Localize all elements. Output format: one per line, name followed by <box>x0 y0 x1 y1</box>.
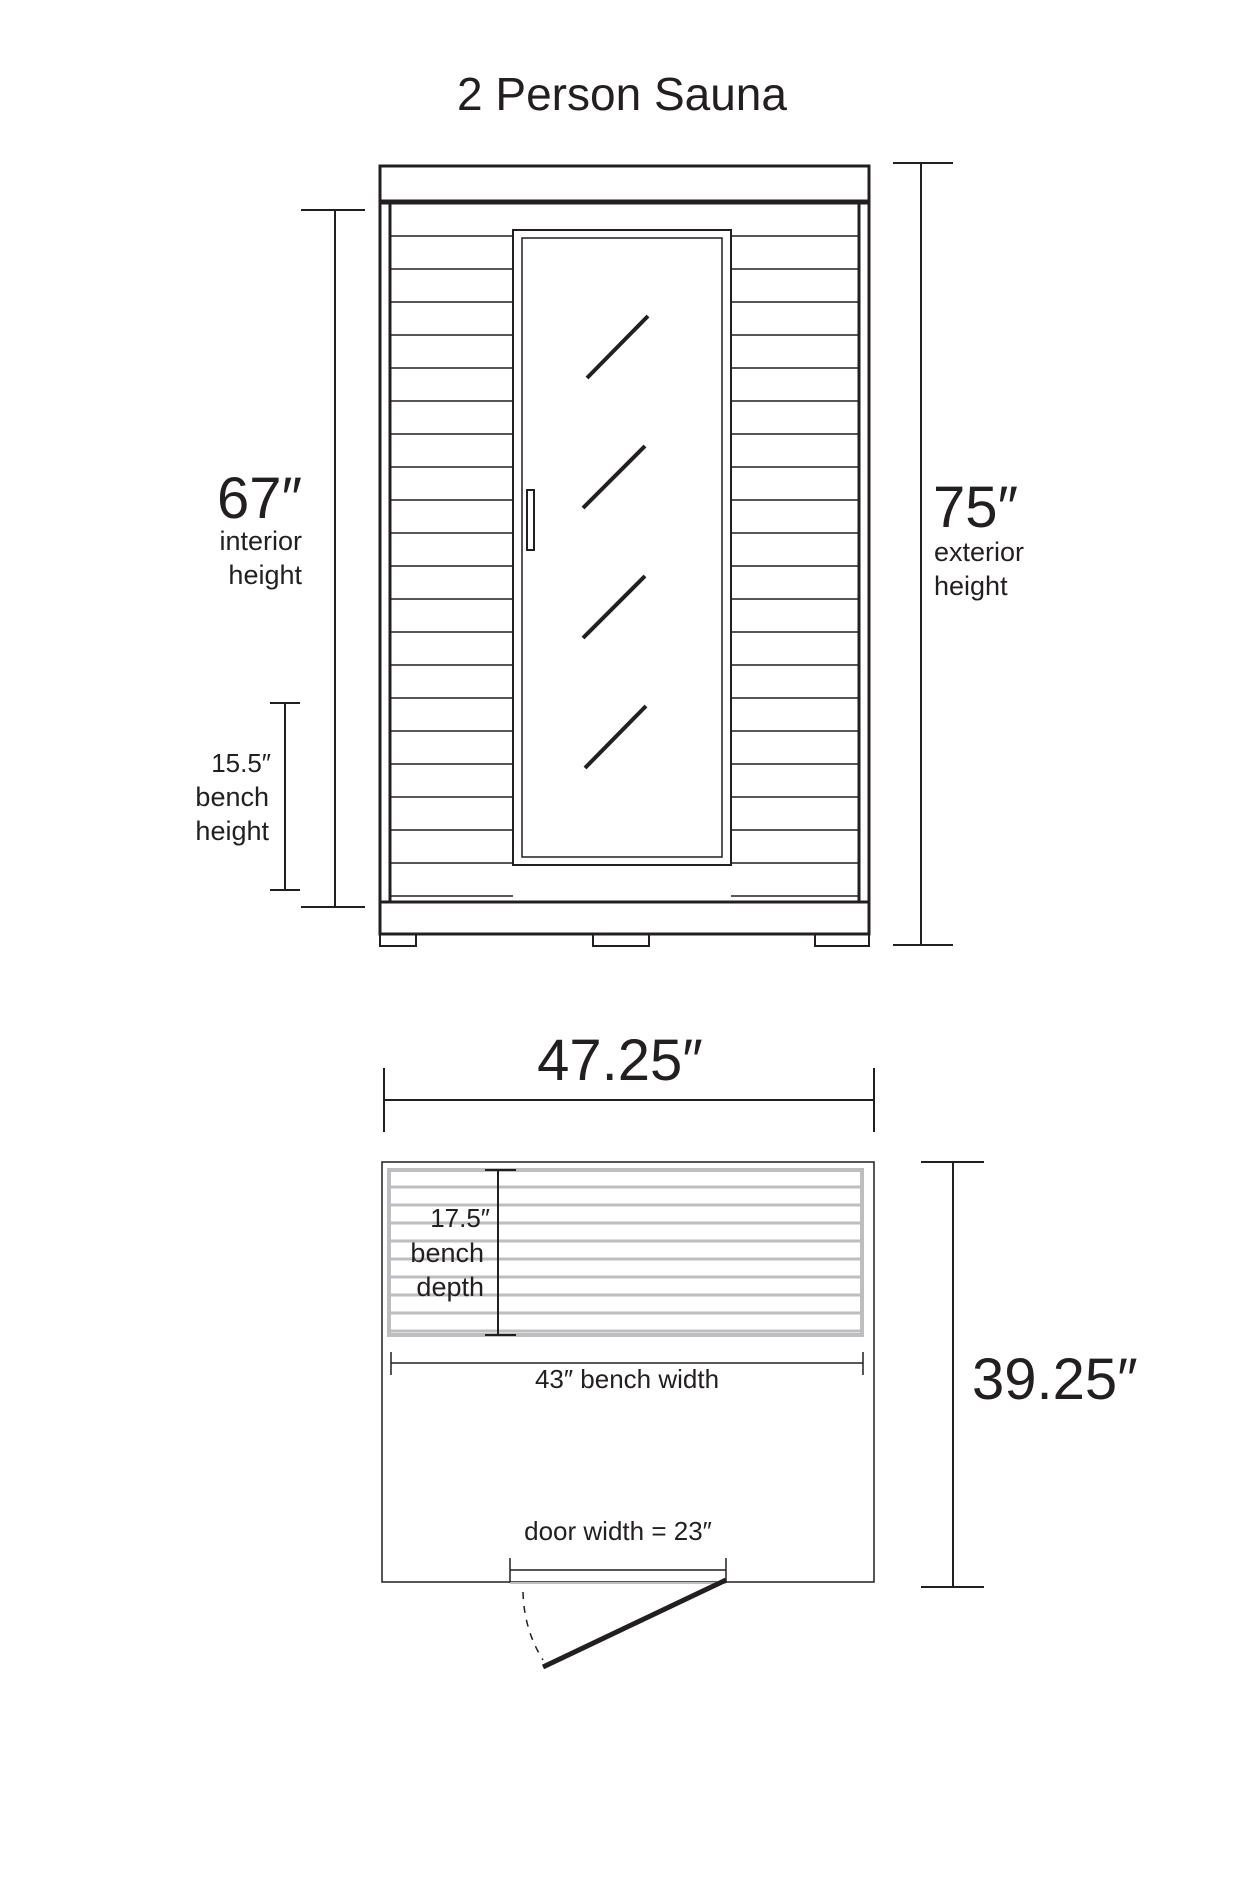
bench-width-label: 43″ bench width <box>534 1364 720 1394</box>
bench-height-label-line2: height <box>195 816 269 846</box>
sauna-foot-right <box>815 934 869 946</box>
bench-depth-dimension-line <box>485 1170 516 1335</box>
sauna-foot-center <box>593 934 649 946</box>
exterior-height-label-line1: exterior <box>934 537 1025 567</box>
bench-height-label-line1: bench <box>195 782 269 812</box>
interior-height-dimension-line <box>301 210 365 907</box>
right-side-post <box>859 203 869 902</box>
left-side-post <box>380 203 390 902</box>
sauna-top-cap <box>380 166 869 201</box>
interior-height-label-line2: height <box>228 560 302 590</box>
exterior-depth-value: 39.25″ <box>972 1347 1138 1412</box>
bench-depth-label-line1: bench <box>410 1238 484 1268</box>
door-width-dimension-line <box>510 1558 726 1583</box>
bench-depth-label-line2: depth <box>416 1272 484 1302</box>
door-panel-open <box>543 1580 726 1667</box>
exterior-height-label-line2: height <box>934 571 1008 601</box>
door-width-label: door width = 23″ <box>524 1516 712 1546</box>
bench-depth-value: 17.5″ <box>430 1203 490 1233</box>
diagram-title: 2 Person Sauna <box>457 68 787 120</box>
exterior-height-value: 75″ <box>933 475 1019 540</box>
door-swing-arc <box>523 1592 543 1660</box>
sauna-foot-left <box>380 934 416 946</box>
exterior-width-value: 47.25″ <box>537 1028 703 1093</box>
door-glass <box>522 238 722 857</box>
interior-height-label-line1: interior <box>219 526 302 556</box>
sauna-base <box>380 902 869 934</box>
front-view <box>270 163 953 946</box>
interior-height-value: 67″ <box>216 466 302 531</box>
bench-height-dimension-line <box>270 703 300 890</box>
bench-height-value: 15.5″ <box>211 748 271 778</box>
